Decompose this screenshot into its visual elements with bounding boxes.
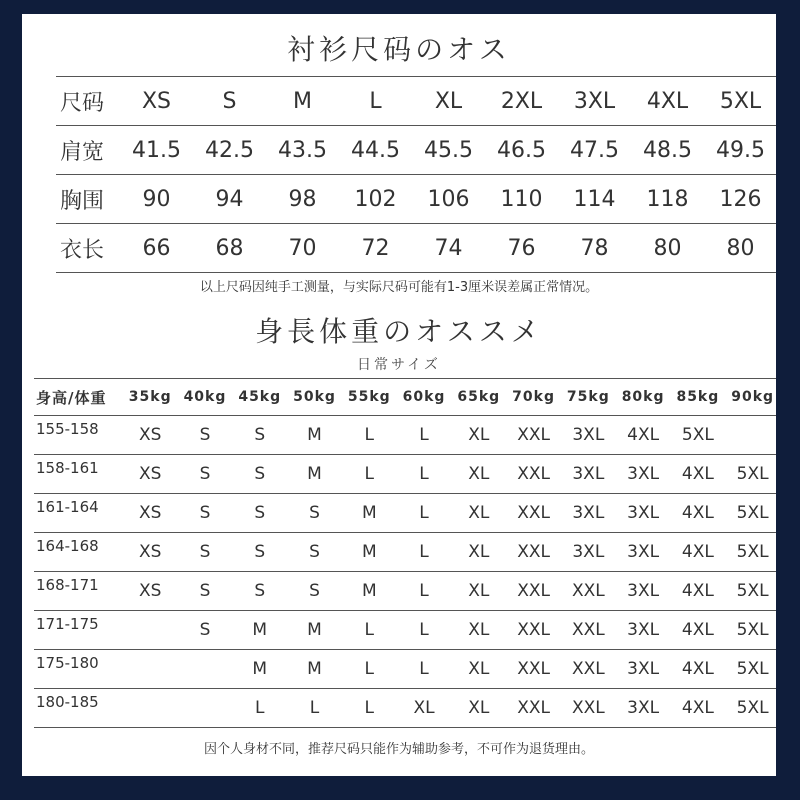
table-cell: S bbox=[254, 581, 266, 601]
recommend-title: 身長体重のオススメ bbox=[255, 315, 543, 348]
row-label: 肩宽 bbox=[60, 139, 105, 165]
table-cell: L bbox=[364, 659, 375, 679]
table-cell: 5XL bbox=[736, 698, 769, 718]
shirt-size-title: 衬衫尺码のオス bbox=[287, 33, 511, 66]
table-row bbox=[56, 175, 776, 224]
table-cell: 94 bbox=[215, 186, 244, 212]
table-cell: 3XL bbox=[627, 620, 660, 640]
table-cell: 70 bbox=[288, 235, 317, 261]
table-cell: XL bbox=[468, 659, 490, 679]
table-cell: 3XL bbox=[627, 659, 660, 679]
table-cell: 106 bbox=[427, 186, 470, 212]
table-cell: 4XL bbox=[681, 542, 714, 562]
table-cell: 126 bbox=[719, 186, 762, 212]
table-cell: XXL bbox=[517, 542, 550, 562]
table-cell: 3XL bbox=[572, 542, 605, 562]
table-cell: 4XL bbox=[681, 620, 714, 640]
table-cell: 4XL bbox=[681, 503, 714, 523]
table-cell: XS bbox=[138, 503, 162, 523]
table-cell: XXL bbox=[517, 425, 550, 445]
table-cell: 48.5 bbox=[643, 137, 692, 163]
table-cell: XL bbox=[468, 581, 490, 601]
table-cell: XS bbox=[138, 581, 162, 601]
table-cell: 3XL bbox=[573, 88, 616, 114]
table-cell: M bbox=[307, 659, 322, 679]
recommend-subtitle: 日常サイズ bbox=[357, 357, 441, 373]
table-cell: XXL bbox=[571, 698, 605, 718]
table-cell: 5XL bbox=[736, 620, 769, 640]
table-cell: S bbox=[309, 542, 320, 562]
table-cell: 75kg bbox=[566, 389, 610, 405]
table-cell: L bbox=[419, 620, 429, 640]
table-row bbox=[34, 611, 776, 650]
table-cell: XXL bbox=[517, 503, 550, 523]
table-cell: L bbox=[364, 698, 375, 718]
row-label: 164-168 bbox=[36, 537, 99, 555]
table-cell: XL bbox=[468, 542, 490, 562]
row-label: 180-185 bbox=[36, 693, 99, 711]
table-cell: M bbox=[293, 88, 312, 114]
table-cell: XXL bbox=[517, 698, 550, 718]
table-cell: M bbox=[361, 542, 377, 562]
table-cell: 66 bbox=[142, 235, 171, 261]
row-label: 158-161 bbox=[36, 459, 99, 477]
table-cell: 72 bbox=[361, 235, 390, 261]
table-cell: M bbox=[252, 659, 268, 679]
table-cell: 40kg bbox=[183, 389, 227, 405]
measurement-note: 以上尺码因纯手工测量，与实际尺码可能有1-3厘米误差属正常情况。 bbox=[199, 280, 599, 295]
table-cell: 45.5 bbox=[424, 137, 473, 163]
table-cell: 68 bbox=[215, 235, 244, 261]
table-cell: XXL bbox=[517, 464, 550, 484]
table-cell: 55kg bbox=[347, 389, 391, 405]
table-cell: L bbox=[369, 88, 382, 114]
table-cell: 3XL bbox=[627, 581, 660, 601]
table-cell: M bbox=[307, 425, 322, 445]
table-cell: 4XL bbox=[681, 698, 714, 718]
table-cell: 47.5 bbox=[570, 137, 619, 163]
table-cell: 49.5 bbox=[716, 137, 765, 163]
table-cell: 50kg bbox=[293, 389, 336, 405]
table-cell: 3XL bbox=[572, 503, 605, 523]
table-cell: XL bbox=[468, 464, 490, 484]
table-cell: 85kg bbox=[676, 389, 720, 405]
table-cell: 35kg bbox=[128, 389, 172, 405]
table-cell: 80 bbox=[653, 235, 682, 261]
row-label: 衣长 bbox=[60, 237, 105, 263]
shirt-size-table bbox=[56, 76, 776, 273]
table-cell: S bbox=[199, 620, 211, 640]
table-row bbox=[34, 572, 776, 611]
table-cell: 78 bbox=[580, 235, 609, 261]
table-cell: 5XL bbox=[736, 542, 769, 562]
table-cell: XL bbox=[468, 620, 490, 640]
table-cell: XL bbox=[468, 698, 490, 718]
table-cell: 4XL bbox=[681, 464, 714, 484]
table-cell: 5XL bbox=[736, 464, 769, 484]
table-cell: 5XL bbox=[736, 659, 769, 679]
table-cell: 3XL bbox=[627, 503, 660, 523]
table-cell: 90kg bbox=[731, 389, 775, 405]
table-cell: L bbox=[364, 464, 375, 484]
table-cell: XXL bbox=[571, 659, 605, 679]
table-cell: L bbox=[419, 659, 429, 679]
row-label: 155-158 bbox=[36, 420, 99, 438]
table-cell: S bbox=[309, 581, 320, 601]
table-cell: L bbox=[255, 698, 265, 718]
reference-note: 因个人身材不同，推荐尺码只能作为辅助参考，不可作为退货理由。 bbox=[203, 742, 594, 757]
table-cell: 74 bbox=[434, 235, 463, 261]
row-label: 171-175 bbox=[36, 615, 99, 633]
table-cell: 5XL bbox=[719, 88, 762, 114]
table-cell: S bbox=[199, 464, 211, 484]
table-cell: 76 bbox=[507, 235, 536, 261]
table-cell: 2XL bbox=[500, 88, 543, 114]
table-cell: 80kg bbox=[621, 389, 665, 405]
table-cell: 5XL bbox=[681, 425, 714, 445]
table-cell: 5XL bbox=[736, 503, 769, 523]
table-header-row bbox=[56, 76, 776, 126]
table-cell: 102 bbox=[354, 186, 397, 212]
table-row bbox=[34, 650, 776, 689]
table-cell: M bbox=[307, 464, 322, 484]
table-cell: XS bbox=[138, 464, 162, 484]
table-row bbox=[56, 126, 776, 175]
table-cell: 60kg bbox=[402, 389, 446, 405]
size-chart-sheet bbox=[22, 14, 776, 776]
table-row bbox=[34, 689, 776, 728]
table-cell: S bbox=[254, 503, 266, 523]
table-cell: 90 bbox=[142, 186, 171, 212]
row-label: 身高/体重 bbox=[36, 388, 107, 407]
table-cell: S bbox=[199, 542, 211, 562]
row-label: 胸围 bbox=[60, 188, 105, 214]
table-row bbox=[34, 416, 776, 455]
table-cell: M bbox=[252, 620, 268, 640]
table-cell: XXL bbox=[571, 620, 605, 640]
row-label: 161-164 bbox=[36, 498, 99, 516]
table-cell: 3XL bbox=[572, 425, 605, 445]
table-cell: 3XL bbox=[627, 542, 660, 562]
table-cell: 43.5 bbox=[278, 137, 327, 163]
table-row bbox=[34, 455, 776, 494]
table-cell: XL bbox=[434, 88, 463, 114]
table-cell: L bbox=[364, 425, 375, 445]
recommend-table bbox=[34, 378, 776, 728]
table-cell: 4XL bbox=[681, 581, 714, 601]
table-cell: 110 bbox=[500, 186, 543, 212]
table-cell: 42.5 bbox=[205, 137, 254, 163]
row-label: 175-180 bbox=[36, 654, 99, 672]
table-cell: XL bbox=[468, 425, 490, 445]
row-label: 168-171 bbox=[36, 576, 99, 594]
table-cell: 80 bbox=[726, 235, 755, 261]
table-cell: L bbox=[419, 425, 429, 445]
table-cell: 4XL bbox=[627, 425, 660, 445]
table-cell: XS bbox=[138, 542, 162, 562]
table-cell: M bbox=[361, 503, 377, 523]
table-cell: 98 bbox=[288, 186, 317, 212]
table-cell: M bbox=[307, 620, 322, 640]
table-cell: L bbox=[309, 698, 320, 718]
table-header-row bbox=[34, 378, 776, 416]
table-cell: L bbox=[419, 464, 429, 484]
table-cell: 3XL bbox=[627, 464, 660, 484]
table-cell: 65kg bbox=[457, 389, 501, 405]
table-cell: S bbox=[199, 425, 211, 445]
table-cell: S bbox=[254, 542, 266, 562]
table-cell: S bbox=[254, 464, 266, 484]
table-cell: 46.5 bbox=[497, 137, 546, 163]
table-cell: 4XL bbox=[681, 659, 714, 679]
table-cell: XS bbox=[141, 88, 172, 114]
table-cell: 44.5 bbox=[351, 137, 400, 163]
table-cell: 41.5 bbox=[132, 137, 181, 163]
table-cell: XXL bbox=[571, 581, 605, 601]
table-cell: S bbox=[222, 88, 237, 114]
table-cell: 70kg bbox=[512, 389, 555, 405]
table-cell: XXL bbox=[517, 581, 550, 601]
table-cell: S bbox=[199, 503, 211, 523]
table-cell: L bbox=[419, 581, 429, 601]
table-cell: XS bbox=[138, 425, 162, 445]
table-cell: L bbox=[419, 503, 429, 523]
table-row bbox=[34, 533, 776, 572]
table-cell: S bbox=[309, 503, 320, 523]
table-cell: S bbox=[199, 581, 211, 601]
table-row bbox=[56, 224, 776, 273]
table-cell: 45kg bbox=[238, 389, 282, 405]
table-cell: 5XL bbox=[736, 581, 769, 601]
table-cell: 4XL bbox=[646, 88, 689, 114]
table-cell: M bbox=[361, 581, 377, 601]
table-cell: XXL bbox=[517, 620, 550, 640]
table-cell: XL bbox=[468, 503, 490, 523]
table-row bbox=[34, 494, 776, 533]
row-label: 尺码 bbox=[60, 90, 105, 116]
table-cell: L bbox=[364, 620, 375, 640]
table-cell: 114 bbox=[573, 186, 616, 212]
table-cell: XL bbox=[413, 698, 435, 718]
table-cell: S bbox=[254, 425, 266, 445]
table-cell: 3XL bbox=[572, 464, 605, 484]
table-cell: 3XL bbox=[627, 698, 660, 718]
table-cell: XXL bbox=[517, 659, 550, 679]
table-cell: L bbox=[419, 542, 429, 562]
table-cell: 118 bbox=[646, 186, 689, 212]
